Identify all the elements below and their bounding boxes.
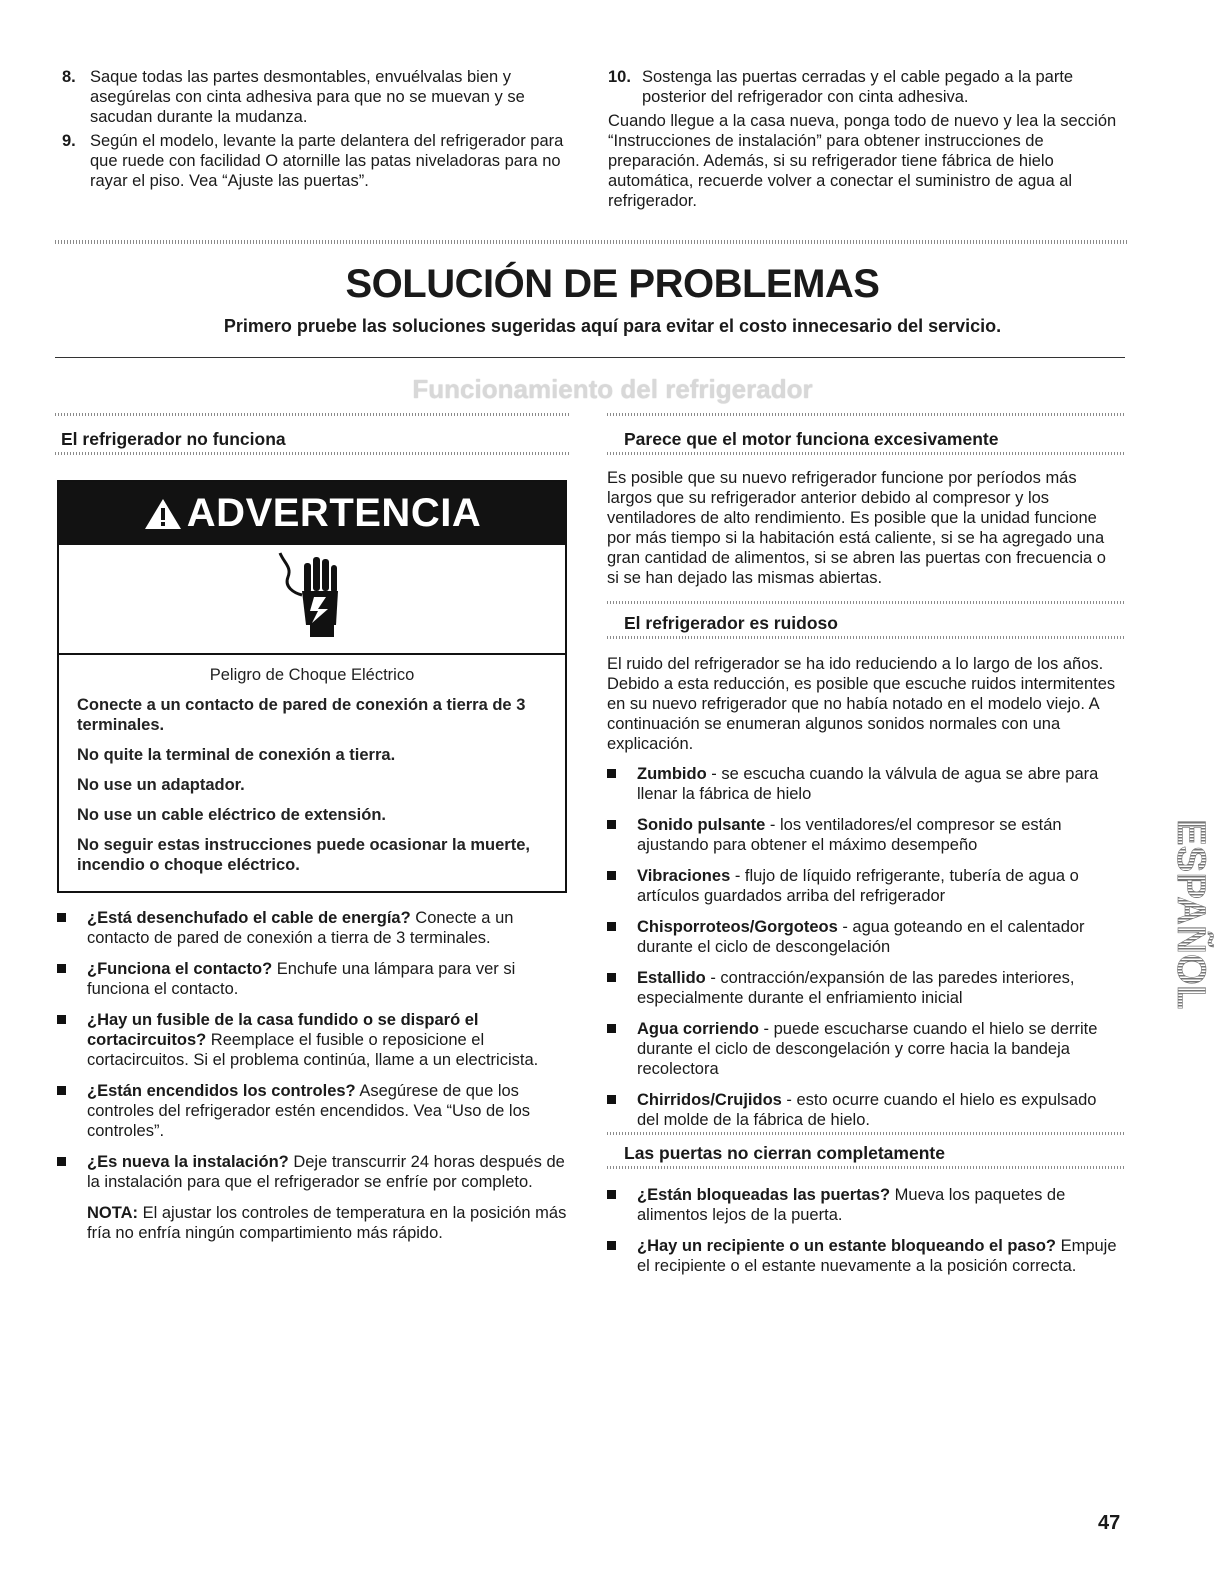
bullet-text: - puede escucharse cuando el hielo se derrite durante el ciclo de descongelación y corre hacia la bandeja recolectora xyxy=(637,1020,1098,1078)
warning-line: Conecte a un contacto de pared de conexión a tierra de 3 terminales. xyxy=(77,696,526,734)
moving-paragraph: Cuando llegue a la casa nueva, ponga todo de nuevo y lea la sección “Instrucciones de instalación” para obtener instrucciones de preparación. Además, si su refrigerador tiene fábrica de hielo automática, recuerde volver a conectar el suministro de agua al refrigerador. xyxy=(608,112,1117,210)
divider xyxy=(607,452,1125,455)
bullet-bold: Estallido xyxy=(637,969,706,987)
list-item xyxy=(607,1019,1122,1079)
divider xyxy=(55,240,1127,244)
language-tab xyxy=(1148,815,1213,1055)
door-bullets xyxy=(607,1185,1122,1287)
bullet-bold: ¿Está desenchufado el cable de energía? xyxy=(87,909,411,927)
paragraph: El ruido del refrigerador se ha ido reduciendo a lo largo de los años. Debido a esta reducción, es posible que escuche ruidos intermitentes en su nuevo refrigerador que no había notado en el modelo viejo. A continuación se enumeran algunos sonidos normales con una explicación. xyxy=(607,655,1116,753)
bullet-text: - agua goteando en el calentador durante el ciclo de descongelación xyxy=(637,918,1085,956)
bullet-text: Conecte a un contacto de pared de conexión a tierra de 3 terminales. xyxy=(87,909,514,947)
section-title: Funcionamiento del refrigerador xyxy=(412,374,813,404)
divider xyxy=(55,452,570,455)
bullet-bold: ¿Hay un recipiente o un estante bloqueando el paso? xyxy=(637,1237,1056,1255)
warning-body xyxy=(59,655,565,875)
subsection-heading: Las puertas no cierran completamente xyxy=(624,1143,945,1163)
divider xyxy=(55,413,570,416)
list-item xyxy=(607,815,1122,855)
warning-danger-label: Peligro de Choque Eléctrico xyxy=(209,666,415,684)
bullet-text: Reemplace el fusible o reposicione el cortacircuitos. Si el problema continúa, llame a un electricista. xyxy=(87,1031,539,1069)
list-item xyxy=(57,1081,569,1141)
warning-box xyxy=(57,480,567,893)
bullet-bold: ¿Es nueva la instalación? xyxy=(87,1153,289,1171)
list-item xyxy=(607,866,1122,906)
list-item xyxy=(607,1090,1122,1130)
bullet-text: - flujo de líquido refrigerante, tubería de agua o artículos guardados arriba del refrigerador xyxy=(637,867,1079,905)
item-text: Sostenga las puertas cerradas y el cable pegado a la parte posterior del refrigerador con cinta adhesiva. xyxy=(642,68,1074,106)
bullet-text: - esto ocurre cuando el hielo es expulsado del molde de la fábrica de hielo. xyxy=(637,1091,1097,1129)
list-item xyxy=(57,908,569,948)
bullet-text: - se escucha cuando la válvula de agua se abre para llenar la fábrica de hielo xyxy=(637,765,1099,803)
bullet-text: Enchufe una lámpara para ver si funciona el contacto. xyxy=(87,960,516,998)
list-item xyxy=(62,67,567,127)
warning-line: No use un adaptador. xyxy=(77,776,245,794)
top-left-column xyxy=(62,67,567,195)
list-item xyxy=(607,1185,1122,1225)
bullet-bold: Chisporroteos/Gorgoteos xyxy=(637,918,838,936)
language-tab-label: ESPAÑOL xyxy=(1169,819,1213,1010)
bullet-text: Mueva los paquetes de alimentos lejos de la puerta. xyxy=(637,1186,1066,1224)
bullet-bold: Zumbido xyxy=(637,765,707,783)
bullet-bold: Chirridos/Crujidos xyxy=(637,1091,782,1109)
item-text: Saque todas las partes desmontables, envuélvalas bien y asegúrelas con cinta adhesiva para que no se muevan y se sacudan durante la mudanza. xyxy=(90,68,525,126)
list-item xyxy=(57,1152,569,1192)
warning-illustration xyxy=(59,545,565,655)
list-item xyxy=(607,968,1122,1008)
list-item xyxy=(57,1010,569,1070)
note-text: El ajustar los controles de temperatura en la posición más fría no enfría ningún compartimiento más rápido. xyxy=(87,1204,567,1242)
noise-section xyxy=(607,654,1122,1141)
electric-shock-hand-icon xyxy=(274,547,354,647)
left-bullets xyxy=(57,908,569,1253)
divider xyxy=(607,413,1125,416)
bullet-bold: Sonido pulsante xyxy=(637,816,766,834)
warning-line: No seguir estas instrucciones puede ocasionar la muerte, incendio o choque eléctrico. xyxy=(77,836,530,874)
subsection-heading: Parece que el motor funciona excesivamente xyxy=(624,429,999,449)
page-number: 47 xyxy=(1098,1512,1121,1534)
item-number: 8. xyxy=(62,68,76,86)
note-label: NOTA: xyxy=(87,1204,139,1222)
item-number: 10. xyxy=(608,68,631,86)
list-item xyxy=(57,959,569,999)
warning-line: No use un cable eléctrico de extensión. xyxy=(77,806,387,824)
warning-title: ADVERTENCIA xyxy=(186,491,482,535)
bullet-bold: ¿Están bloqueadas las puertas? xyxy=(637,1186,891,1204)
list-item xyxy=(608,67,1118,107)
item-number: 9. xyxy=(62,132,76,150)
bullet-text: Deje transcurrir 24 horas después de la instalación para que el refrigerador se enfríe por completo. xyxy=(87,1153,565,1191)
bullet-text: - los ventiladores/el compresor se están ajustando para obtener el máximo desempeño xyxy=(637,816,1062,854)
warning-triangle-icon xyxy=(143,497,183,531)
bullet-bold: ¿Están encendidos los controles? xyxy=(87,1082,356,1100)
bullet-text: Asegúrese de que los controles del refrigerador estén encendidos. Vea “Uso de los controles”. xyxy=(87,1082,531,1140)
bullet-bold: Agua corriendo xyxy=(637,1020,759,1038)
list-item xyxy=(607,1236,1122,1276)
paragraph: Es posible que su nuevo refrigerador funcione por períodos más largos que su refrigerador anterior debido al compresor y los ventiladores de alto rendimiento. Es posible que la unidad funcione por más tiempo si la habitación está caliente, si se ha agregado una gran cantidad de alimentos, si se abren las puertas con frecuencia o si se han dejado las mismas abiertas. xyxy=(607,469,1106,587)
top-right-column xyxy=(608,67,1118,221)
divider xyxy=(607,1166,1125,1169)
warning-line: No quite la terminal de conexión a tierra. xyxy=(77,746,396,764)
bullet-bold: ¿Funciona el contacto? xyxy=(87,960,273,978)
page-title: SOLUCIÓN DE PROBLEMAS xyxy=(345,262,880,306)
subsection-heading: El refrigerador es ruidoso xyxy=(624,613,838,633)
divider xyxy=(55,357,1125,358)
note xyxy=(57,1203,569,1243)
divider xyxy=(607,1132,1125,1135)
warning-header xyxy=(59,482,565,545)
subsection-heading: El refrigerador no funciona xyxy=(61,429,286,449)
list-item xyxy=(62,131,567,191)
divider xyxy=(607,636,1125,639)
item-text: Según el modelo, levante la parte delantera del refrigerador para que ruede con facilidad O atornille las patas niveladoras para no rayar el piso. Vea “Ajuste las puertas”. xyxy=(90,132,564,190)
bullet-text: Empuje el recipiente o el estante nuevamente a la posición correcta. xyxy=(637,1237,1117,1275)
bullet-text: - contracción/expansión de las paredes interiores, especialmente durante el enfriamiento inicial xyxy=(637,969,1075,1007)
list-item xyxy=(607,764,1122,804)
divider xyxy=(607,601,1125,604)
bullet-bold: Vibraciones xyxy=(637,867,731,885)
bullet-bold: ¿Hay un fusible de la casa fundido o se disparó el cortacircuitos? xyxy=(87,1011,479,1049)
page-subtitle: Primero pruebe las soluciones sugeridas aquí para evitar el costo innecesario del servicio. xyxy=(223,316,1002,336)
list-item xyxy=(607,917,1122,957)
